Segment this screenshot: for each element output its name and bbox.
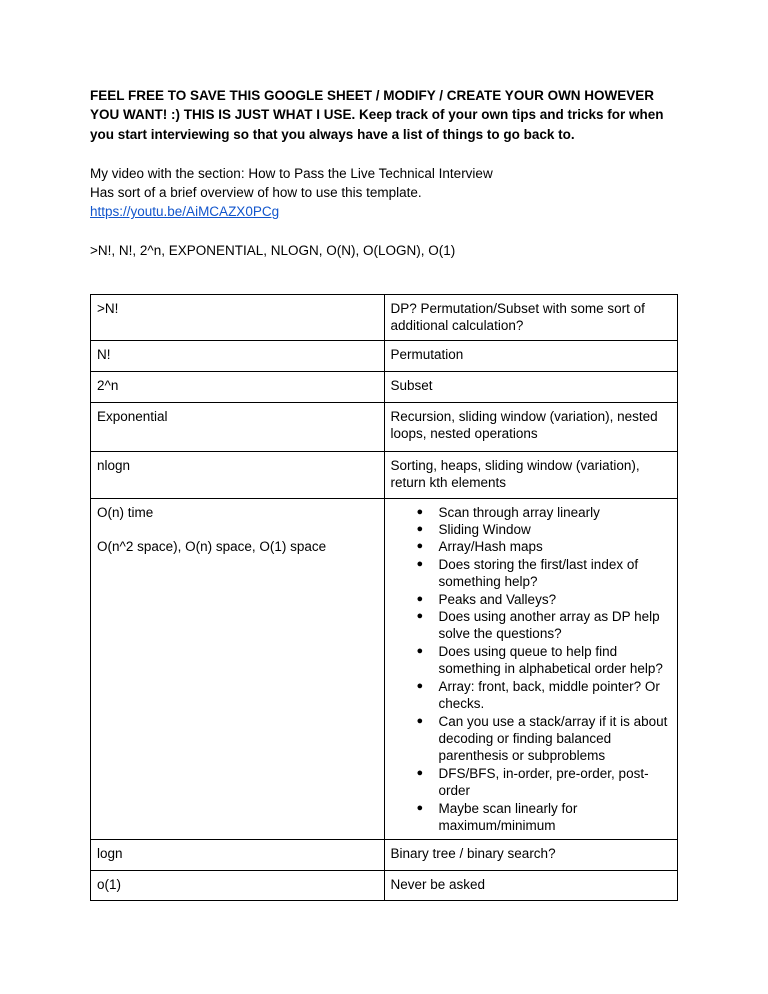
list-item: ● Does storing the first/last index of something help? <box>416 556 639 590</box>
list-item: ● Array/Hash maps <box>416 539 543 555</box>
meaning-cell: Sorting, heaps, sliding window (variation), return kth elements <box>384 451 678 498</box>
video-line-2: Has sort of a brief overview of how to use this template. <box>90 185 422 201</box>
table-row <box>91 498 678 840</box>
video-line-1: My video with the section: How to Pass the Live Technical Interview <box>90 165 493 181</box>
video-link-line <box>90 202 678 221</box>
meaning-cell: Subset <box>384 371 678 402</box>
list-item: ● Does using another array as DP help solve the questions? <box>416 609 660 642</box>
bullet-icon: ● <box>416 766 424 779</box>
table-row <box>91 451 678 498</box>
complexity-cell: logn <box>91 840 385 871</box>
bullet-icon: ● <box>416 714 424 727</box>
list-item: ● Does using queue to help find something in alphabetical order help? <box>416 643 663 677</box>
meaning-cell <box>384 498 678 840</box>
bullet-icon: ● <box>416 592 424 605</box>
table-row <box>91 871 678 901</box>
table-row <box>91 340 678 371</box>
list-item: ● Sliding Window <box>416 522 531 538</box>
table-row <box>91 840 678 871</box>
video-paragraph <box>90 164 678 222</box>
youtube-link[interactable]: https://youtu.be/AiMCAZX0PCg <box>90 204 280 220</box>
on-techniques-list <box>391 504 672 835</box>
table-row <box>91 294 678 340</box>
list-item: ● Array: front, back, middle pointer? Or checks. <box>416 678 660 712</box>
meaning-cell: DP? Permutation/Subset with some sort of additional calculation? <box>384 294 678 340</box>
bullet-icon: ● <box>416 801 424 814</box>
bullet-icon: ● <box>416 540 424 553</box>
table-row <box>91 402 678 451</box>
bullet-icon: ● <box>416 557 424 570</box>
intro-paragraph: FEEL FREE TO SAVE THIS GOOGLE SHEET / MODIFY / CREATE YOUR OWN HOWEVER YOU WANT! :) THIS IS JUST WHAT I USE. Keep track of your own tips and tricks for when you start interviewing so that you always have a list of things to go back to. <box>90 88 664 142</box>
meaning-cell: Permutation <box>384 340 678 371</box>
list-item: ● Peaks and Valleys? <box>416 591 557 607</box>
meaning-cell: Binary tree / binary search? <box>384 840 678 871</box>
bullet-icon: ● <box>416 505 424 518</box>
meaning-cell: Never be asked <box>384 871 678 901</box>
complexity-cell: Exponential <box>91 402 385 451</box>
complexity-cell <box>91 498 385 840</box>
list-item: ● Maybe scan linearly for maximum/minimum <box>416 800 578 833</box>
on-time-label: O(n) time <box>97 504 154 520</box>
complexity-cell: 2^n <box>91 371 385 402</box>
complexity-heading: >N!, N!, 2^n, EXPONENTIAL, NLOGN, O(N), O(LOGN), O(1) <box>90 243 456 259</box>
list-item: ● Can you use a stack/array if it is about decoding or finding balanced parenthesis or subproblems <box>416 713 668 764</box>
complexity-cell: >N! <box>91 294 385 340</box>
bullet-icon: ● <box>416 523 424 536</box>
bullet-icon: ● <box>416 644 424 657</box>
space-label: O(n^2 space), O(n) space, O(1) space <box>97 539 327 555</box>
bullet-icon: ● <box>416 679 424 692</box>
bullet-icon: ● <box>416 610 424 623</box>
complexity-cell: N! <box>91 340 385 371</box>
list-item: ● Scan through array linearly <box>416 504 600 520</box>
complexity-cell: nlogn <box>91 451 385 498</box>
complexity-table <box>90 294 678 902</box>
table-row <box>91 371 678 402</box>
meaning-cell: Recursion, sliding window (variation), nested loops, nested operations <box>384 402 678 451</box>
list-item: ● DFS/BFS, in-order, pre-order, post-order <box>416 765 649 799</box>
complexity-cell: o(1) <box>91 871 385 901</box>
